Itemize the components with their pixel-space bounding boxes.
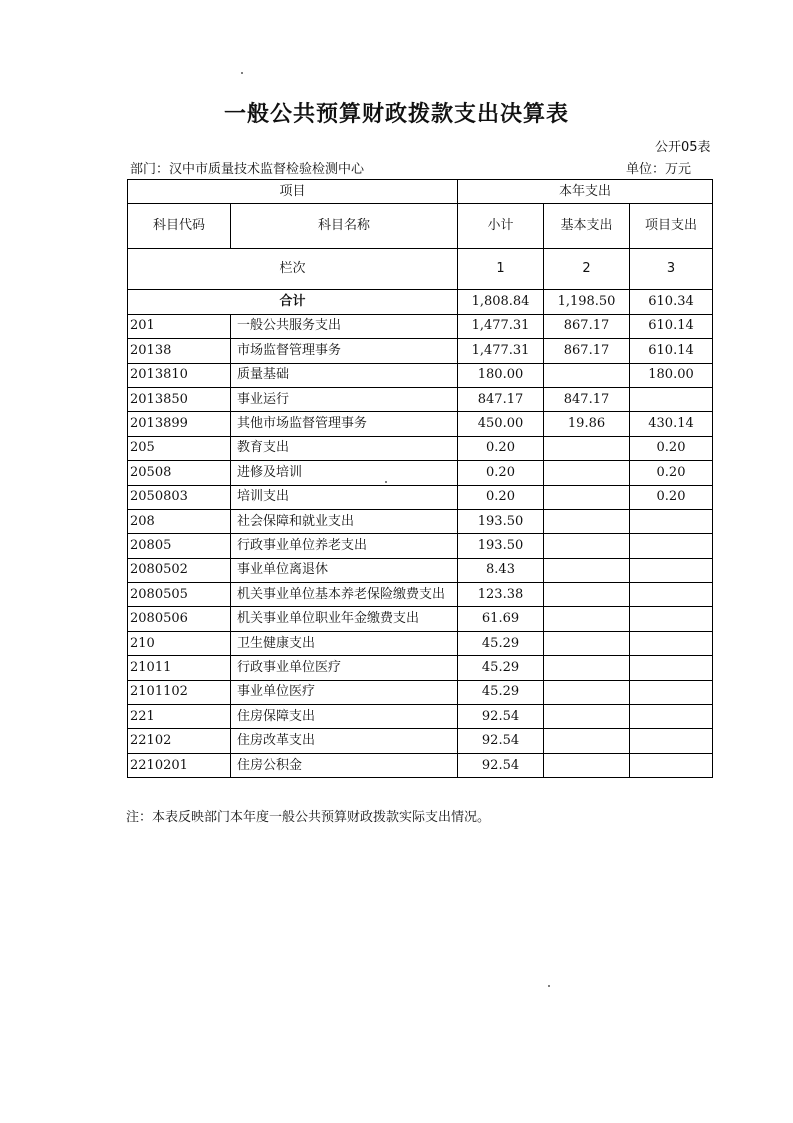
row-project: 610.14 xyxy=(630,339,713,363)
header-item: 项目 xyxy=(128,180,458,204)
row-project xyxy=(630,558,713,582)
row-name: 卫生健康支出 xyxy=(231,631,458,655)
row-basic xyxy=(544,583,630,607)
row-code: 2210201 xyxy=(128,753,231,777)
table-row xyxy=(128,753,713,777)
row-subtotal: 45.29 xyxy=(458,631,544,655)
row-project: 0.20 xyxy=(630,485,713,509)
row-subtotal: 0.20 xyxy=(458,461,544,485)
table-row xyxy=(128,558,713,582)
table-row xyxy=(128,729,713,753)
row-code: 2080506 xyxy=(128,607,231,631)
row-code: 2101102 xyxy=(128,680,231,704)
row-name: 培训支出 xyxy=(231,485,458,509)
row-subtotal: 180.00 xyxy=(458,363,544,387)
row-basic: 867.17 xyxy=(544,314,630,338)
total-row xyxy=(128,290,713,314)
row-subtotal: 92.54 xyxy=(458,705,544,729)
table-row xyxy=(128,705,713,729)
header-subtotal: 小计 xyxy=(458,204,544,249)
row-subtotal: 1,477.31 xyxy=(458,314,544,338)
row-code: 205 xyxy=(128,436,231,460)
row-code: 22102 xyxy=(128,729,231,753)
total-label: 合计 xyxy=(128,290,458,314)
table-row xyxy=(128,339,713,363)
row-subtotal: 8.43 xyxy=(458,558,544,582)
row-name: 教育支出 xyxy=(231,436,458,460)
expenditure-table xyxy=(127,179,713,778)
row-project xyxy=(630,534,713,558)
header-row-2 xyxy=(128,204,713,249)
row-subtotal: 61.69 xyxy=(458,607,544,631)
header-row-1 xyxy=(128,180,713,204)
header-basic: 基本支出 xyxy=(544,204,630,249)
column-label: 栏次 xyxy=(128,249,458,290)
row-basic xyxy=(544,485,630,509)
table-row xyxy=(128,314,713,338)
row-subtotal: 0.20 xyxy=(458,436,544,460)
row-name: 市场监督管理事务 xyxy=(231,339,458,363)
row-subtotal: 193.50 xyxy=(458,534,544,558)
row-name: 住房改革支出 xyxy=(231,729,458,753)
row-code: 221 xyxy=(128,705,231,729)
row-subtotal: 450.00 xyxy=(458,412,544,436)
row-name: 事业单位离退休 xyxy=(231,558,458,582)
row-project xyxy=(630,753,713,777)
row-subtotal: 45.29 xyxy=(458,680,544,704)
scan-speck xyxy=(548,985,550,987)
table-row xyxy=(128,461,713,485)
row-code: 2050803 xyxy=(128,485,231,509)
department-label: 部门：汉中市质量技术监督检验检测中心 xyxy=(130,162,365,177)
row-name: 行政事业单位养老支出 xyxy=(231,534,458,558)
row-name: 事业运行 xyxy=(231,387,458,411)
column-number-3: 3 xyxy=(630,249,713,290)
table-row xyxy=(128,387,713,411)
row-code: 208 xyxy=(128,509,231,533)
table-row xyxy=(128,680,713,704)
row-subtotal: 193.50 xyxy=(458,509,544,533)
table-row xyxy=(128,631,713,655)
row-project: 610.14 xyxy=(630,314,713,338)
column-number-2: 2 xyxy=(544,249,630,290)
row-basic xyxy=(544,558,630,582)
row-basic xyxy=(544,656,630,680)
row-code: 2013850 xyxy=(128,387,231,411)
footnote: 注：本表反映部门本年度一般公共预算财政拨款实际支出情况。 xyxy=(126,810,491,825)
row-project xyxy=(630,583,713,607)
table-row xyxy=(128,656,713,680)
row-basic xyxy=(544,461,630,485)
row-name: 一般公共服务支出 xyxy=(231,314,458,338)
row-name: 行政事业单位医疗 xyxy=(231,656,458,680)
row-code: 210 xyxy=(128,631,231,655)
row-basic xyxy=(544,436,630,460)
row-name: 事业单位医疗 xyxy=(231,680,458,704)
row-project xyxy=(630,631,713,655)
row-project xyxy=(630,656,713,680)
row-name: 进修及培训 xyxy=(231,461,458,485)
row-basic xyxy=(544,729,630,753)
header-code: 科目代码 xyxy=(128,204,231,249)
table-row xyxy=(128,436,713,460)
form-number: 公开05表 xyxy=(655,140,711,155)
row-basic xyxy=(544,534,630,558)
row-code: 20508 xyxy=(128,461,231,485)
row-name: 质量基础 xyxy=(231,363,458,387)
total-project: 610.34 xyxy=(630,290,713,314)
row-project xyxy=(630,387,713,411)
row-project: 180.00 xyxy=(630,363,713,387)
column-number-1: 1 xyxy=(458,249,544,290)
row-code: 201 xyxy=(128,314,231,338)
row-project xyxy=(630,729,713,753)
header-name: 科目名称 xyxy=(231,204,458,249)
row-basic xyxy=(544,363,630,387)
table-row xyxy=(128,412,713,436)
row-code: 2080502 xyxy=(128,558,231,582)
row-project xyxy=(630,680,713,704)
row-code: 2080505 xyxy=(128,583,231,607)
row-basic: 867.17 xyxy=(544,339,630,363)
row-name: 社会保障和就业支出 xyxy=(231,509,458,533)
total-basic: 1,198.50 xyxy=(544,290,630,314)
row-name: 机关事业单位基本养老保险缴费支出 xyxy=(231,583,458,607)
row-basic xyxy=(544,631,630,655)
row-name: 住房保障支出 xyxy=(231,705,458,729)
row-subtotal: 1,477.31 xyxy=(458,339,544,363)
header-row-3 xyxy=(128,249,713,290)
row-subtotal: 0.20 xyxy=(458,485,544,509)
row-basic xyxy=(544,607,630,631)
row-name: 住房公积金 xyxy=(231,753,458,777)
row-basic xyxy=(544,509,630,533)
row-basic: 847.17 xyxy=(544,387,630,411)
row-basic xyxy=(544,753,630,777)
table-row xyxy=(128,363,713,387)
row-basic xyxy=(544,680,630,704)
scan-speck xyxy=(241,72,243,74)
row-subtotal: 123.38 xyxy=(458,583,544,607)
row-project xyxy=(630,705,713,729)
row-code: 2013810 xyxy=(128,363,231,387)
row-subtotal: 92.54 xyxy=(458,753,544,777)
row-subtotal: 45.29 xyxy=(458,656,544,680)
row-project: 430.14 xyxy=(630,412,713,436)
row-project: 0.20 xyxy=(630,461,713,485)
table-row xyxy=(128,583,713,607)
table-row xyxy=(128,509,713,533)
table-row xyxy=(128,485,713,509)
row-name: 其他市场监督管理事务 xyxy=(231,412,458,436)
table-row xyxy=(128,534,713,558)
row-code: 21011 xyxy=(128,656,231,680)
page-title: 一般公共预算财政拨款支出决算表 xyxy=(223,102,569,127)
row-basic: 19.86 xyxy=(544,412,630,436)
row-code: 2013899 xyxy=(128,412,231,436)
total-subtotal: 1,808.84 xyxy=(458,290,544,314)
row-subtotal: 92.54 xyxy=(458,729,544,753)
row-project: 0.20 xyxy=(630,436,713,460)
row-name: 机关事业单位职业年金缴费支出 xyxy=(231,607,458,631)
row-project xyxy=(630,607,713,631)
unit-label: 单位：万元 xyxy=(626,162,692,177)
row-project xyxy=(630,509,713,533)
row-code: 20805 xyxy=(128,534,231,558)
header-current-year: 本年支出 xyxy=(458,180,713,204)
row-basic xyxy=(544,705,630,729)
table-row xyxy=(128,607,713,631)
header-project: 项目支出 xyxy=(630,204,713,249)
row-subtotal: 847.17 xyxy=(458,387,544,411)
row-code: 20138 xyxy=(128,339,231,363)
